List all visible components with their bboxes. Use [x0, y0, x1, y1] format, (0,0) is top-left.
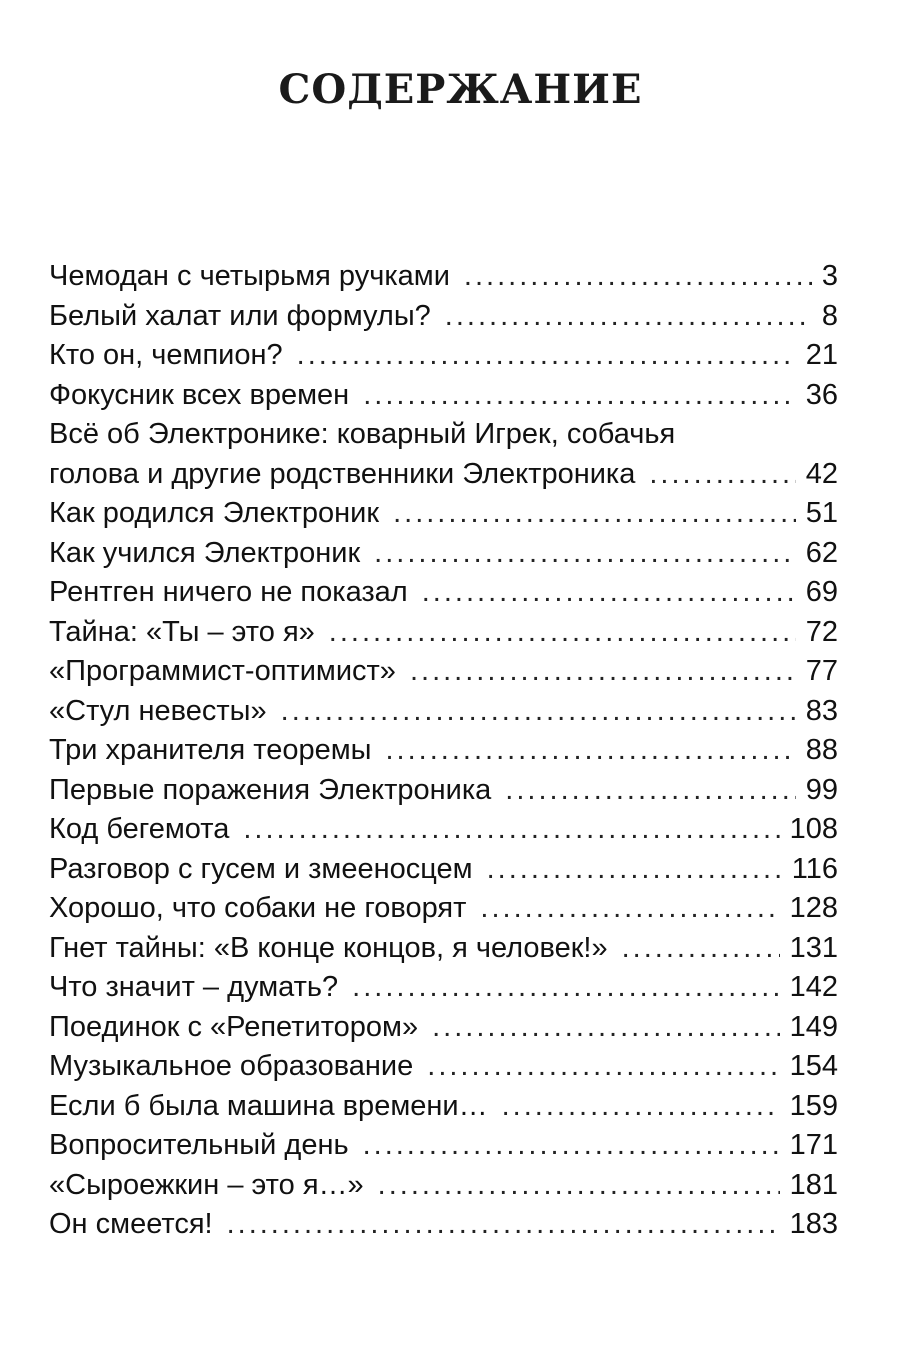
dot-leader — [297, 339, 796, 372]
toc-entry-title: Музыкальное образование — [49, 1050, 414, 1082]
toc-entry-title: «Стул невесты» — [49, 694, 267, 727]
toc-entry-title: Код бегемота — [49, 813, 230, 845]
toc-entry-page-number: 83 — [805, 694, 838, 727]
dot-leader — [352, 971, 779, 1004]
dot-leader — [505, 774, 795, 807]
dot-leader — [329, 616, 796, 649]
toc-entry-title: Гнет тайны: «В конце концов, я человек!» — [49, 931, 608, 964]
toc-entry-title: Как родился Электроник — [49, 497, 380, 529]
dot-leader — [281, 695, 796, 728]
toc-entry-page-number: 21 — [805, 339, 838, 371]
dot-leader — [502, 1090, 780, 1123]
toc-entry-title: Рентген ничего не показал — [49, 576, 408, 608]
toc-entry-title: Если б была машина времени… — [49, 1089, 488, 1122]
toc-entry-title: «Сыроежкин – это я…» — [49, 1168, 364, 1201]
dot-leader — [432, 1011, 779, 1044]
toc-entry — [49, 616, 838, 656]
toc-entry — [49, 458, 838, 498]
toc-entry-page-number: 128 — [789, 892, 838, 924]
toc-entry-title: Три хранителя теоремы — [49, 734, 372, 766]
toc-entry — [49, 300, 838, 340]
toc-entry-title: Разговор с гусем и змееносцем — [49, 852, 473, 885]
toc-entry — [49, 932, 838, 972]
toc-entry — [49, 655, 838, 695]
toc-entry-page-number: 159 — [789, 1089, 838, 1122]
dot-leader — [480, 892, 779, 925]
toc-entry-title: Хорошо, что собаки не говорят — [49, 892, 467, 924]
toc-entry-title: Он смеется! — [49, 1208, 213, 1240]
toc-entry-page-number: 99 — [805, 773, 838, 806]
table-of-contents — [49, 260, 838, 1248]
toc-entry-page-number: 77 — [805, 655, 838, 687]
dot-leader — [227, 1208, 780, 1241]
page-title: СОДЕРЖАНИЕ — [278, 66, 643, 113]
toc-entry-page-number: 8 — [821, 299, 838, 332]
toc-entry — [49, 1011, 838, 1051]
dot-leader — [243, 813, 779, 846]
dot-leader — [386, 734, 796, 767]
toc-entry-page-number: 149 — [789, 1010, 838, 1043]
dot-leader — [622, 932, 780, 965]
toc-entry-title: Первые поражения Электроника — [49, 773, 492, 806]
toc-entry — [49, 813, 838, 853]
toc-entry-page-number: 69 — [805, 576, 838, 608]
toc-entry-page-number: 131 — [789, 931, 838, 964]
toc-entry-title: Что значит – думать? — [49, 971, 339, 1003]
toc-entry — [49, 971, 838, 1011]
toc-entry-page-number: 183 — [789, 1208, 838, 1240]
dot-leader — [487, 853, 782, 886]
toc-entry-page-number: 42 — [805, 457, 838, 490]
toc-entry-title: Кто он, чемпион? — [49, 339, 283, 371]
toc-entry — [49, 853, 838, 893]
toc-entry-page-number: 3 — [821, 260, 838, 292]
dot-leader — [464, 260, 812, 293]
toc-entry — [49, 497, 838, 537]
dot-leader — [410, 655, 796, 688]
toc-entry-page-number: 62 — [805, 536, 838, 569]
dot-leader — [445, 300, 812, 333]
toc-entry-title: Поединок с «Репетитором» — [49, 1010, 419, 1043]
dot-leader — [393, 497, 796, 530]
toc-entry-page-number: 154 — [789, 1050, 838, 1082]
dot-leader — [422, 576, 796, 609]
dot-leader — [378, 1169, 780, 1202]
toc-entry — [49, 260, 838, 300]
toc-entry-title: Чемодан с четырьмя ручками — [49, 260, 450, 292]
dot-leader — [427, 1050, 779, 1083]
dot-leader — [363, 379, 796, 412]
toc-entry — [49, 1090, 838, 1130]
toc-entry-page-number: 36 — [805, 378, 838, 411]
toc-entry-title: «Программист-оптимист» — [49, 655, 396, 687]
toc-entry — [49, 379, 838, 419]
toc-entry-title: Тайна: «Ты – это я» — [49, 615, 315, 648]
toc-entry — [49, 1169, 838, 1209]
toc-entry-page-number: 116 — [791, 852, 838, 885]
toc-entry — [49, 339, 838, 379]
toc-entry-page-number: 88 — [805, 734, 838, 766]
toc-entry-page-number: 142 — [789, 971, 838, 1003]
toc-entry — [49, 695, 838, 735]
toc-entry-page-number: 181 — [789, 1168, 838, 1201]
dot-leader — [649, 458, 795, 491]
toc-entry — [49, 892, 838, 932]
toc-entry-page-number: 51 — [805, 497, 838, 529]
toc-entry-page-number: 108 — [789, 813, 838, 845]
toc-entry-title: голова и другие родственники Электроника — [49, 457, 636, 490]
toc-entry-title: Вопросительный день — [49, 1129, 349, 1161]
toc-entry — [49, 1208, 838, 1248]
toc-entry — [49, 1050, 838, 1090]
dot-leader — [363, 1129, 780, 1162]
toc-entry-title: Как учился Электроник — [49, 536, 361, 569]
toc-entry-page-number: 72 — [805, 615, 838, 648]
toc-entry-title-line: Всё об Электронике: коварный Игрек, собачья — [49, 418, 676, 450]
toc-entry — [49, 576, 838, 616]
toc-entry-title: Фокусник всех времен — [49, 378, 350, 411]
toc-entry — [49, 1129, 838, 1169]
toc-entry — [49, 774, 838, 814]
dot-leader — [374, 537, 796, 570]
toc-entry — [49, 537, 838, 577]
toc-entry-page-number: 171 — [789, 1129, 838, 1161]
toc-entry — [49, 734, 838, 774]
toc-entry-title: Белый халат или формулы? — [49, 299, 431, 332]
